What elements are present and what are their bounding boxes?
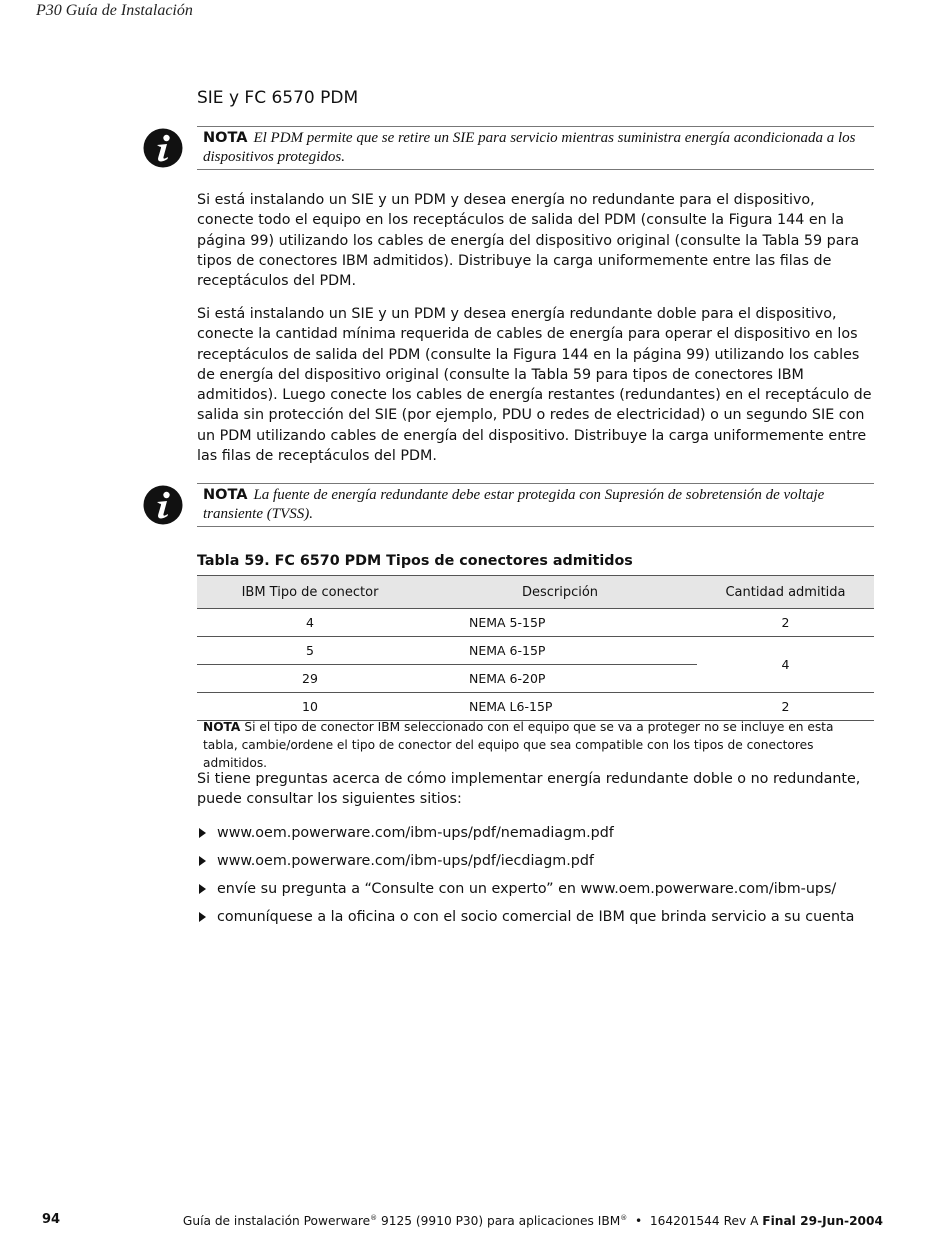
- table-cell: 5: [197, 637, 423, 665]
- list-item: [197, 875, 874, 903]
- note-box: [197, 483, 874, 527]
- column-header: IBM Tipo de conector: [197, 576, 423, 609]
- table-cell: NEMA L6-15P: [423, 693, 697, 721]
- note-label: NOTA: [203, 487, 248, 503]
- footer-final-date: Final 29-Jun-2004: [762, 1214, 883, 1229]
- table-note: [203, 718, 871, 772]
- table-cell: 4: [197, 609, 423, 637]
- list-item-text: www.oem.powerware.com/ibm-ups/pdf/iecdiagm.pdf: [217, 853, 594, 869]
- connector-table: [197, 575, 874, 721]
- note-box: [197, 126, 874, 170]
- note-text: La fuente de energía redundante debe estar protegida con Supresión de sobretensión de voltaje transiente (TVSS).: [203, 487, 825, 522]
- page-footer: [183, 1214, 883, 1228]
- footer-text: Guía de instalación Powerware: [182, 1214, 371, 1229]
- table-cell: NEMA 6-15P: [423, 637, 697, 665]
- list-item-text: www.oem.powerware.com/ibm-ups/pdf/nemadiagm.pdf: [217, 825, 614, 841]
- footer-text: • 164201544 Rev A: [627, 1214, 763, 1229]
- table-cell: 10: [197, 693, 423, 721]
- list-item: [197, 903, 874, 931]
- bullet-triangle-icon: [199, 856, 206, 866]
- resource-list: [197, 819, 874, 931]
- table-cell: 4: [697, 637, 874, 693]
- table-cell: NEMA 6-20P: [423, 665, 697, 693]
- note-text: El PDM permite que se retire un SIE para servicio mientras suministra energía acondicionada a los dispositivos protegidos.: [203, 130, 856, 165]
- paragraph: Si está instalando un SIE y un PDM y desea energía no redundante para el dispositivo, conecte todo el equipo en los receptáculos de salida del PDM (consulte la Figura 144 en la página 99) utilizando los cables de energía del dispositivo original (consulte la Tabla 59 para tipos de conectores IBM admitidos). Distribuye la carga uniformemente entre las filas de receptáculos del PDM.: [197, 192, 860, 290]
- questions-intro: Si tiene preguntas acerca de cómo implementar energía redundante doble o no redundante, puede consultar los siguientes sitios:: [197, 771, 861, 808]
- list-item: [197, 847, 874, 875]
- registered-mark: ®: [620, 1214, 628, 1222]
- table-note-label: NOTA: [203, 720, 241, 734]
- info-icon: [143, 128, 183, 168]
- list-item-text: comuníquese a la oficina o con el socio comercial de IBM que brinda servicio a su cuenta: [217, 909, 855, 925]
- note-label: NOTA: [203, 130, 248, 146]
- footer-text: 9125 (9910 P30) para aplicaciones IBM: [377, 1214, 621, 1229]
- running-header: P30 Guía de Instalación: [36, 2, 193, 19]
- registered-mark: ®: [370, 1214, 378, 1222]
- page-number: 94: [42, 1212, 61, 1227]
- table-cell: 2: [697, 609, 874, 637]
- section-title: SIE y FC 6570 PDM: [197, 88, 359, 108]
- bullet-triangle-icon: [199, 828, 206, 838]
- table-row: [197, 637, 874, 665]
- table-cell: 29: [197, 665, 423, 693]
- paragraph: Si está instalando un SIE y un PDM y desea energía redundante doble para el dispositivo, conecte la cantidad mínima requerida de cables de energía para operar el dispositivo en los receptáculos de salida del PDM (consulte la Figura 144 en la página 99) utilizando los cables de energía del dispositivo original (consulte la Tabla 59 para tipos de conectores IBM admitidos). Luego conecte los cables de energía restantes (redundantes) en el receptáculo de salida sin protección del SIE (por ejemplo, PDU o redes de electricidad) o un segundo SIE con un PDM utilizando cables de energía del dispositivo. Distribuye la carga uniformemente entre las filas de receptáculos del PDM.: [197, 306, 872, 465]
- table-row: [197, 609, 874, 637]
- column-header: Descripción: [423, 576, 697, 609]
- table-header-row: [197, 576, 874, 609]
- table-note-text: Si el tipo de conector IBM seleccionado con el equipo que se va a proteger no se incluye en esta tabla, cambie/ordene el tipo de conector del equipo que sea compatible con los tipos de conectores admitidos.: [203, 720, 834, 770]
- bullet-triangle-icon: [199, 884, 206, 894]
- list-item-text: envíe su pregunta a “Consulte con un experto” en www.oem.powerware.com/ibm-ups/: [217, 881, 837, 897]
- bullet-triangle-icon: [199, 912, 206, 922]
- table-title: Tabla 59. FC 6570 PDM Tipos de conectores admitidos: [197, 553, 633, 569]
- info-icon: [143, 485, 183, 525]
- list-item: [197, 819, 874, 847]
- table-cell: 2: [697, 693, 874, 721]
- table-row: [197, 693, 874, 721]
- table-cell: NEMA 5-15P: [423, 609, 697, 637]
- column-header: Cantidad admitida: [697, 576, 874, 609]
